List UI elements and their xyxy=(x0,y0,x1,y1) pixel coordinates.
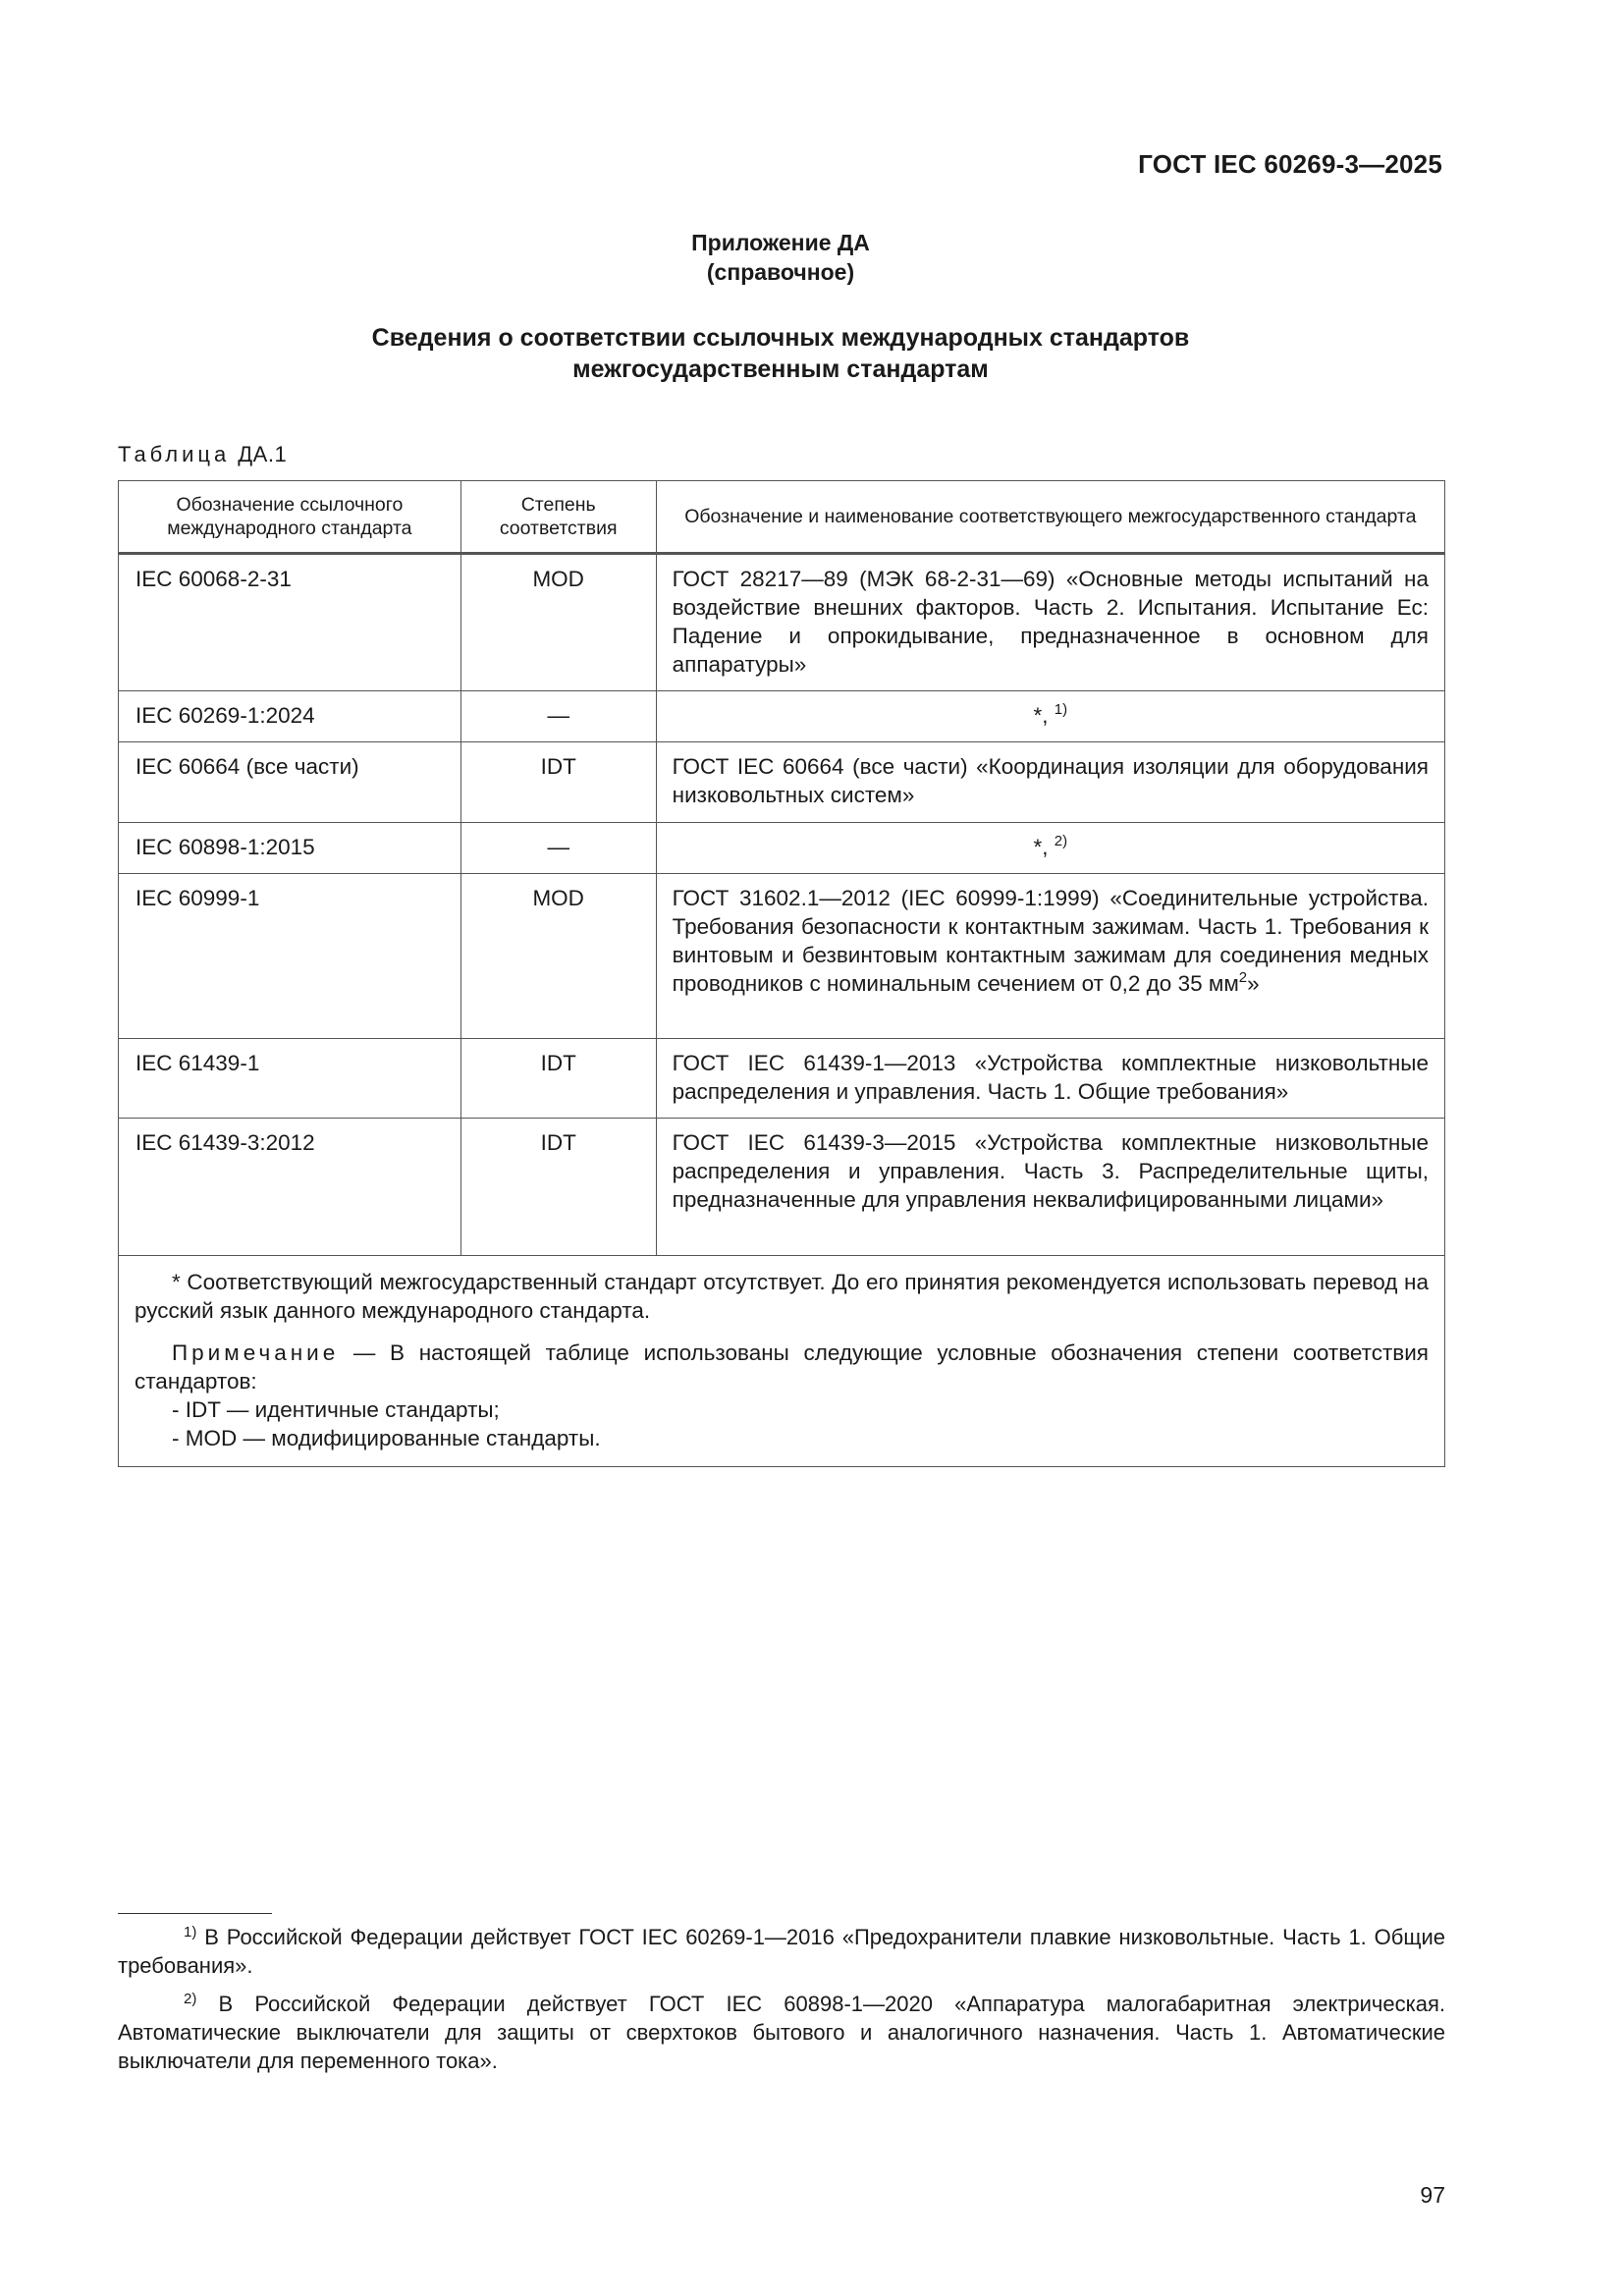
cell-correspondence: ГОСТ 28217—89 (МЭК 68-2-31—69) «Основные методы испытаний на воздействие внешних факторов. Часть 2. Испытания. Испытание Ес: Падение и опрокидывание, предназначенное в основном для аппаратуры» xyxy=(656,554,1444,691)
table-row xyxy=(119,554,1445,691)
table-caption-label: Таблица xyxy=(118,442,231,466)
cell-standard: IEC 61439-1 xyxy=(119,1039,461,1119)
cell-correspondence: ГОСТ IEC 61439-1—2013 «Устройства комплектные низковольтные распределения и управления. Часть 1. Общие требования» xyxy=(656,1039,1444,1119)
footnote-text: В Российской Федерации действует ГОСТ IEC 60898-1—2020 «Аппаратура малогабаритная электрическая. Автоматические выключатели для защиты от сверхтоков бытового и аналогичного назначения. Часть 1. Автоматические выключатели для переменного тока». xyxy=(118,1992,1445,2073)
document-title-line1: Сведения о соответствии ссылочных международных стандартов xyxy=(371,324,1190,352)
superscript: 2 xyxy=(1238,969,1248,986)
footnote-1 xyxy=(118,1923,1445,1980)
correspondence-table xyxy=(118,480,1445,1467)
footnote-marker: 1) xyxy=(184,1924,197,1941)
cell-degree: IDT xyxy=(460,1119,656,1256)
absent-mark: *, xyxy=(1033,835,1049,859)
appendix-kind: (справочное) xyxy=(706,259,855,285)
header-interstate-standard: Обозначение и наименование соответствующего межгосударственного стандарта xyxy=(656,481,1444,554)
cell-correspondence xyxy=(656,823,1444,874)
header-degree: Степень соответствия xyxy=(460,481,656,554)
note-item-mod: - MOD — модифицированные стандарты. xyxy=(172,1426,601,1450)
document-code: ГОСТ IEC 60269-3—2025 xyxy=(1138,149,1442,179)
cell-degree: — xyxy=(460,691,656,742)
footnote-text: В Российской Федерации действует ГОСТ IEC 60269-1—2016 «Предохранители плавкие низковольтные. Часть 1. Общие требования». xyxy=(118,1925,1445,1978)
footnote-ref: 2) xyxy=(1054,833,1068,849)
page-number: 97 xyxy=(1420,2182,1445,2208)
cell-standard: IEC 61439-3:2012 xyxy=(119,1119,461,1256)
cell-standard: IEC 60664 (все части) xyxy=(119,742,461,823)
table-caption xyxy=(118,442,287,467)
table-row xyxy=(119,1119,1445,1256)
cell-correspondence xyxy=(656,691,1444,742)
asterisk-note: * Соответствующий межгосударственный стандарт отсутствует. До его принятия рекомендуется использовать перевод на русский язык данного международного стандарта. xyxy=(135,1270,1429,1323)
table-row xyxy=(119,1039,1445,1119)
cell-correspondence xyxy=(656,874,1444,1039)
correspondence-text: ГОСТ 31602.1—2012 (IEC 60999-1:1999) «Соединительные устройства. Требования безопасности к контактным зажимам. Часть 1. Требования к винтовым и безвинтовым контактным зажимам для соединения медных проводников с номинальным сечением от 0,2 до 35 мм xyxy=(672,886,1429,996)
note-text: — В настоящей таблице использованы следующие условные обозначения степени соответствия стандартов: xyxy=(135,1340,1429,1394)
header-international-standard: Обозначение ссылочного международного стандарта xyxy=(119,481,461,554)
cell-standard: IEC 60269-1:2024 xyxy=(119,691,461,742)
note-label: Примечание xyxy=(172,1340,340,1365)
table-row xyxy=(119,742,1445,823)
footnote-ref: 1) xyxy=(1054,701,1068,718)
appendix-title: Приложение ДА xyxy=(691,230,870,255)
document-title-line2: межгосударственным стандартам xyxy=(572,355,989,383)
footnote-separator xyxy=(118,1913,272,1914)
table-note xyxy=(135,1339,1429,1395)
cell-correspondence: ГОСТ IEC 60664 (все части) «Координация изоляции для оборудования низковольтных систем» xyxy=(656,742,1444,823)
cell-standard: IEC 60999-1 xyxy=(119,874,461,1039)
note-item-idt: - IDT — идентичные стандарты; xyxy=(172,1397,500,1422)
table-header-row xyxy=(119,481,1445,554)
cell-standard: IEC 60068-2-31 xyxy=(119,554,461,691)
footnote-2 xyxy=(118,1990,1445,2075)
table-footer xyxy=(119,1256,1445,1467)
document-title xyxy=(0,322,1561,385)
cell-degree: IDT xyxy=(460,1039,656,1119)
footnotes xyxy=(118,1923,1445,2085)
correspondence-tail: » xyxy=(1247,971,1260,996)
cell-correspondence: ГОСТ IEC 61439-3—2015 «Устройства комплектные низковольтные распределения и управления. Часть 3. Распределительные щиты, предназначенные для управления неквалифицированными лицами» xyxy=(656,1119,1444,1256)
cell-degree: MOD xyxy=(460,554,656,691)
cell-standard: IEC 60898-1:2015 xyxy=(119,823,461,874)
table-caption-number: ДА.1 xyxy=(238,442,288,466)
table-footer-row xyxy=(119,1256,1445,1467)
absent-mark: *, xyxy=(1033,703,1049,728)
cell-degree: — xyxy=(460,823,656,874)
footnote-marker: 2) xyxy=(184,1991,197,2007)
table-row xyxy=(119,874,1445,1039)
table-row xyxy=(119,691,1445,742)
cell-degree: MOD xyxy=(460,874,656,1039)
table-row xyxy=(119,823,1445,874)
cell-degree: IDT xyxy=(460,742,656,823)
appendix-heading xyxy=(0,228,1561,287)
